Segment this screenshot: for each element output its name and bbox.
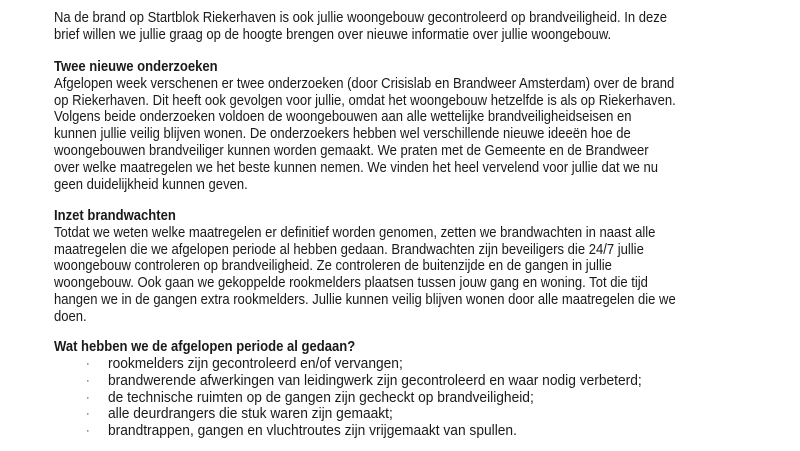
text-line: maatregelen die we afgelopen periode al hebben gedaan. Brandwachten zijn beveiligers die 24/7 jullie [54,241,644,258]
bullet-icon: · [86,408,90,421]
text-line: over welke maatregelen we het beste kunnen nemen. We vinden het heel vervelend voor jullie dat we nu [54,159,659,176]
text-line: Volgens beide onderzoeken voldoen de woongebouwen aan alle wettelijke brandveiligheidseisen en [54,109,632,126]
text-line: woongebouwen brandveiliger kunnen worden gemaakt. We praten met de Gemeente en de Brandweer [54,142,649,159]
bullet-icon: · [86,374,90,387]
text-line: Na de brand op Startblok Riekerhaven is ook jullie woongebouw gecontroleerd op brandveiligheid. In deze [54,10,668,26]
section-onderzoeken [54,59,676,193]
section-heading: Twee nieuwe onderzoeken [54,59,218,75]
bullet-icon: · [86,425,90,438]
section-heading: Wat hebben we de afgelopen periode al gedaan? [54,339,356,355]
section-heading: Inzet brandwachten [54,208,176,224]
section-brandwachten [54,208,676,326]
text-line: geen duidelijkheid kunnen geven. [54,176,248,193]
section-gedaan-heading-wrap [54,339,355,356]
text-line: Afgelopen week verschenen er twee onderzoeken (door Crisislab en Brandweer Amsterdam) over de brand [54,75,675,92]
text-line: woongebouw controleren op brandveiligheid. Ze controleren de buitenzijde en de gangen in jullie [54,258,612,275]
text-line: woongebouw. Ook gaan we gekoppelde rookmelders plaatsen tussen jouw gang en woning. Tot die tijd [54,275,648,292]
text-line: doen. [54,308,87,325]
text-line: Totdat we weten welke maatregelen er definitief worden genomen, zetten we brandwachten in naast alle [54,224,656,241]
intro-paragraph [54,10,667,44]
bullet-icon: · [86,391,90,404]
text-line: op Riekerhaven. Dit heeft ook gevolgen voor jullie, omdat het woongebouw hetzelfde is als op Riekerhaven. [54,92,676,109]
text-line: brief willen we jullie graag op de hoogte brengen over nieuwe informatie over jullie woongebouw. [54,26,612,43]
text-line: kunnen jullie veilig blijven wonen. De onderzoekers hebben wel verschillende nieuwe ideeën hoe de [54,126,631,143]
text-line: hangen we in de gangen extra rookmelders. Jullie kunnen veilig blijven wonen door alle maatregelen die we [54,291,676,308]
bullet-icon: · [86,358,90,370]
